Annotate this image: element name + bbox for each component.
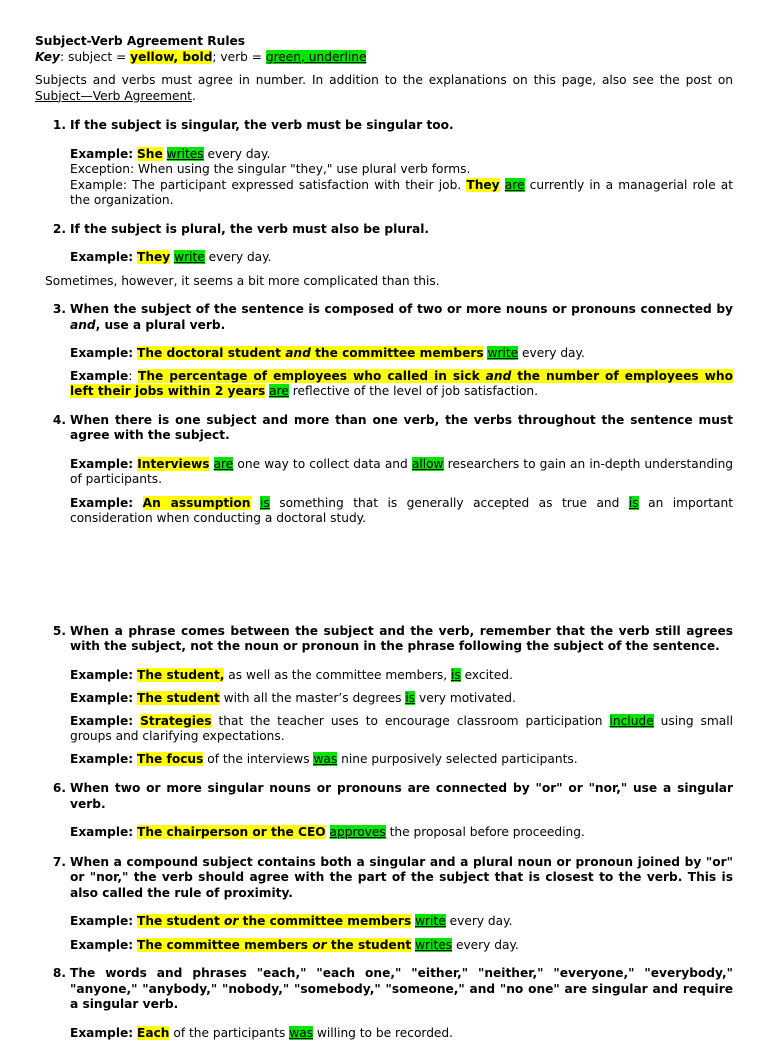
page-title: Subject-Verb Agreement Rules <box>35 34 733 50</box>
rule-5-example-4: Example: The focus of the interviews was nine purposively selected participants. <box>70 752 733 768</box>
subject: The student or the committee members <box>137 914 411 928</box>
verb: are <box>269 384 289 398</box>
rule-7 <box>35 855 733 902</box>
rule-1-example-2: Example: The participant expressed satisfaction with their job. They are currently in a managerial role at the organization. <box>70 178 733 209</box>
rule-text: When a compound subject contains both a singular and a plural noun or pronoun joined by "or" or "nor," the verb should agree with the part of the subject that is closest to the verb. This is also called the rule of proximity. <box>70 855 733 902</box>
rule-number: 7. <box>35 855 70 902</box>
rule-text: When there is one subject and more than one verb, the verbs throughout the sentence must agree with the subject. <box>70 413 733 444</box>
rule-3-example-2: Example: The percentage of employees who called in sick and the number of employees who left their jobs within 2 years are reflective of the level of job satisfaction. <box>70 369 733 400</box>
subject: The percentage of employees who called in sick and the number of employees who left their jobs within 2 years <box>70 369 733 399</box>
rule-3 <box>35 302 733 333</box>
verb: write <box>487 346 518 360</box>
subject: The doctoral student and the committee members <box>137 346 484 360</box>
subject: The chairperson or the CEO <box>137 825 326 839</box>
key-subject-prefix: : subject = <box>60 50 130 64</box>
verb: writes <box>415 938 452 952</box>
rule-text: When the subject of the sentence is composed of two or more nouns or pronouns connected by and, use a plural verb. <box>70 302 733 333</box>
rule-4 <box>35 413 733 444</box>
subject: An assumption <box>143 496 251 510</box>
subject: The student <box>137 691 220 705</box>
rule-text: When a phrase comes between the subject and the verb, remember that the verb still agrees with the subject, not the noun or pronoun in the phrase following the subject of the sentence. <box>70 624 733 655</box>
rule-6-example: Example: The chairperson or the CEO approves the proposal before proceeding. <box>70 825 733 841</box>
sometimes-note: Sometimes, however, it seems a bit more complicated than this. <box>45 274 733 290</box>
intro-paragraph: Subjects and verbs must agree in number. In addition to the explanations on this page, also see the post on Subject—Verb Agreement. <box>35 73 733 104</box>
rule-number: 2. <box>35 222 70 238</box>
verb: are <box>214 457 234 471</box>
rule-7-example-2: Example: The committee members or the student writes every day. <box>70 938 733 954</box>
document-page <box>35 34 733 1041</box>
rule-3-example: Example: The doctoral student and the committee members write every day. <box>70 346 733 362</box>
rule-number: 1. <box>35 118 70 134</box>
verb: is <box>451 668 461 682</box>
rule-8-example: Example: Each of the participants was willing to be recorded. <box>70 1026 733 1041</box>
subject: Each <box>137 1026 169 1040</box>
rule-1-example: Example: She writes every day. <box>70 147 733 163</box>
rule-5 <box>35 624 733 655</box>
rule-number: 5. <box>35 624 70 655</box>
verb: write <box>174 250 205 264</box>
subject: She <box>137 147 163 161</box>
subject: The committee members or the student <box>137 938 411 952</box>
rule-5-example: Example: The student, as well as the committee members, is excited. <box>70 668 733 684</box>
verb: write <box>415 914 446 928</box>
rule-text: If the subject is plural, the verb must also be plural. <box>70 222 733 238</box>
intro-text: Subjects and verbs must agree in number. In addition to the explanations on this page, also see the post on <box>35 73 733 87</box>
rule-6 <box>35 781 733 812</box>
key-subject-style: yellow, bold <box>130 50 212 64</box>
rule-7-example: Example: The student or the committee members write every day. <box>70 914 733 930</box>
rule-5-example-2: Example: The student with all the master’s degrees is very motivated. <box>70 691 733 707</box>
key-verb-style: green, underline <box>266 50 367 64</box>
key-label: Key <box>35 50 60 64</box>
rule-1 <box>35 118 733 134</box>
rule-8 <box>35 966 733 1013</box>
subject: Interviews <box>137 457 209 471</box>
verb: allow <box>412 457 444 471</box>
rule-number: 4. <box>35 413 70 444</box>
rule-number: 8. <box>35 966 70 1013</box>
verb: approves <box>330 825 386 839</box>
key-verb-prefix: ; verb = <box>212 50 265 64</box>
rule-number: 6. <box>35 781 70 812</box>
rule-1-exception: Exception: When using the singular "they," use plural verb forms. <box>70 162 733 178</box>
verb: was <box>313 752 337 766</box>
rule-2-example: Example: They write every day. <box>70 250 733 266</box>
subject: The focus <box>137 752 203 766</box>
verb: was <box>289 1026 313 1040</box>
subject: Strategies <box>140 714 211 728</box>
rule-4-example: Example: Interviews are one way to collect data and allow researchers to gain an in-depth understanding of participants. <box>70 457 733 488</box>
verb: include <box>610 714 654 728</box>
rule-2 <box>35 222 733 238</box>
verb: is <box>629 496 639 510</box>
verb: writes <box>167 147 204 161</box>
rule-number: 3. <box>35 302 70 333</box>
intro-link[interactable]: Subject—Verb Agreement <box>35 89 192 103</box>
key-line <box>35 50 733 66</box>
rule-text: If the subject is singular, the verb must be singular too. <box>70 118 733 134</box>
verb: is <box>260 496 270 510</box>
subject: They <box>466 178 499 192</box>
rule-text: When two or more singular nouns or pronouns are connected by "or" or "nor," use a singular verb. <box>70 781 733 812</box>
rule-text: The words and phrases "each," "each one," "either," "neither," "everyone," "everybody," "anyone," "anybody," "nobody," "somebody," "someone," and "no one" are singular and require a singular verb. <box>70 966 733 1013</box>
rule-5-example-3: Example: Strategies that the teacher uses to encourage classroom participation include using small groups and clarifying expectations. <box>70 714 733 745</box>
verb: are <box>505 178 525 192</box>
subject: The student, <box>137 668 224 682</box>
subject: They <box>137 250 170 264</box>
rule-4-example-2: Example: An assumption is something that is generally accepted as true and is an important consideration when conducting a doctoral study. <box>70 496 733 527</box>
verb: is <box>405 691 415 705</box>
